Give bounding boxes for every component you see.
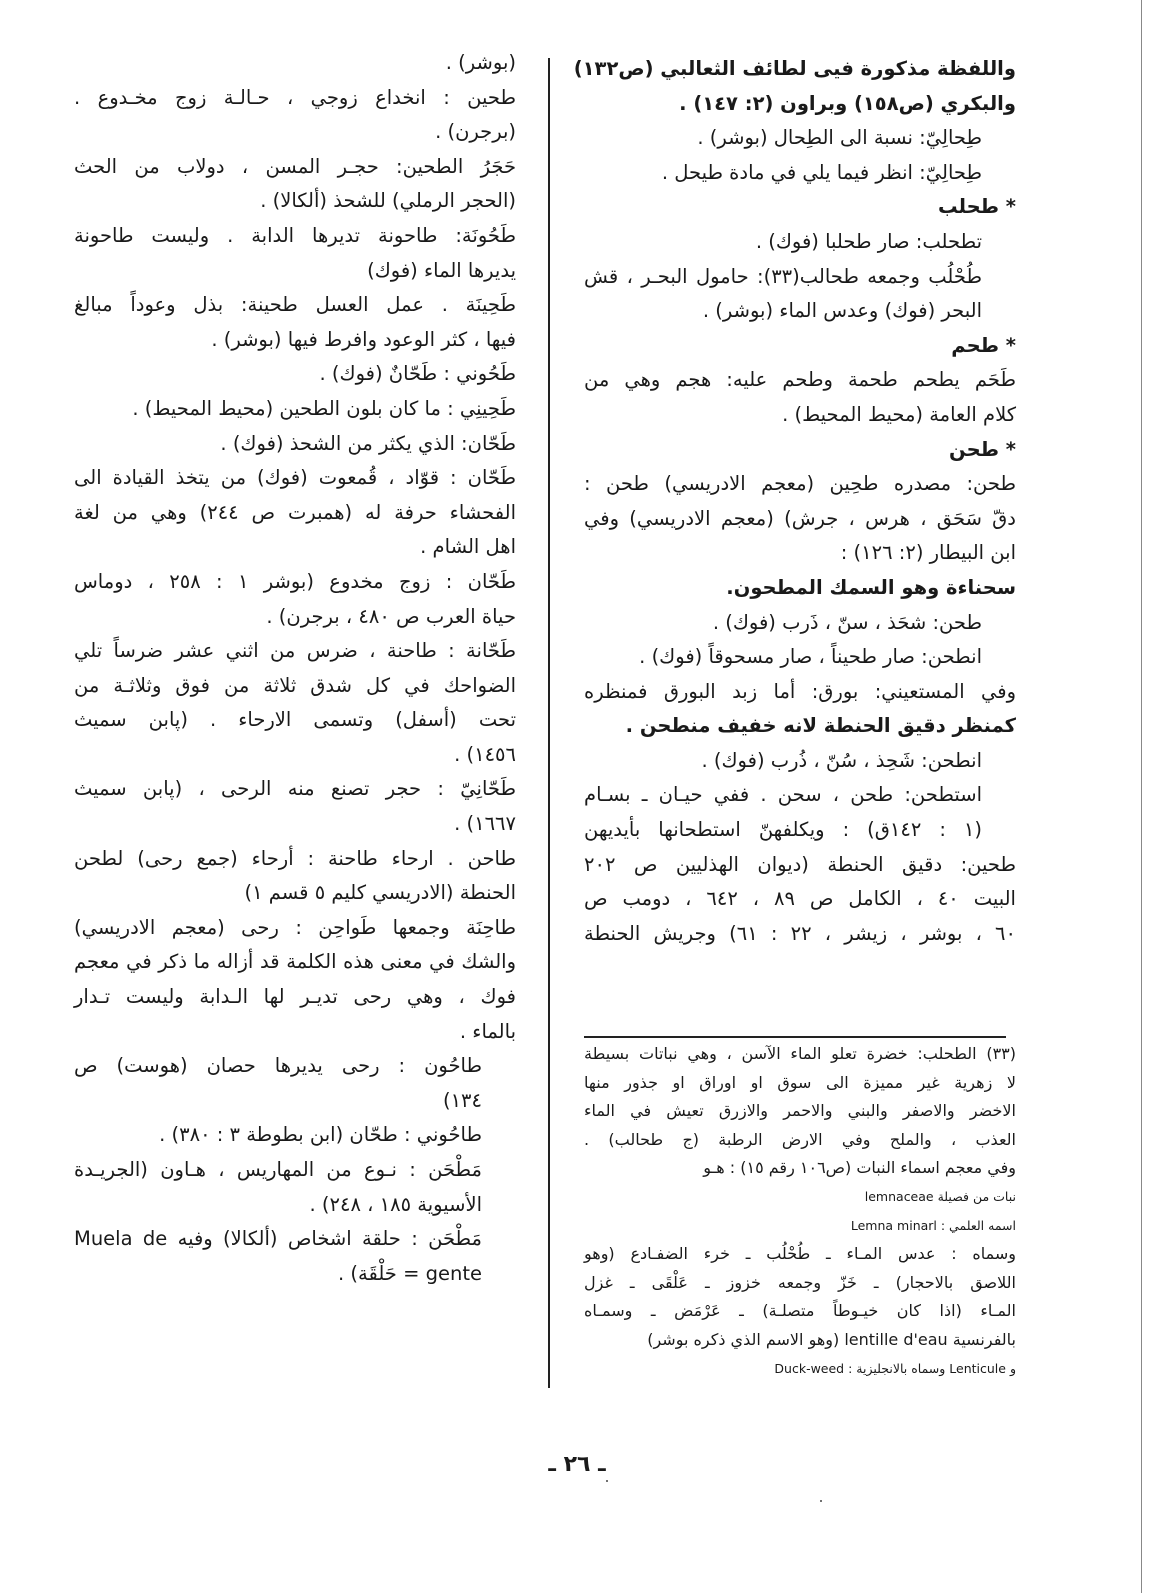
text-line: (الحجر الرملي) للشحذ (ألكالا) . [260, 189, 516, 213]
scan-speck [820, 1500, 822, 1502]
scan-edge [1141, 0, 1142, 1593]
left-column [74, 46, 516, 1291]
text-line: البيت ٤٠ ، الكامل ص ٨٩ ، ٦٤٢ ، دومب ص [584, 887, 1016, 911]
text-line: طاحن . ارحاء طاحنة : أرحاء (جمع رحى) لطحن [74, 846, 516, 870]
text-line: طَحِينَة . عمل العسل طحينة: بذل وعوداً مبالغ [74, 293, 516, 317]
text-line: البحر (فوك) وعدس الماء (بوشر) . [702, 299, 982, 323]
footnote-line: وفي معجم اسماء النبات (ص١٠٦ رقم ١٥) : هـو [703, 1158, 1016, 1178]
text-line: * طحن [949, 437, 1016, 461]
text-line: ٦٠ ، بوشر ، زيشر ، ٢٢ : ٦١) وجريش الحنطة [584, 921, 1016, 945]
footnotes [584, 1040, 1016, 1383]
text-line: طاحُوني : طحّان (ابن بطوطة ٣ : ٣٨٠) . [159, 1123, 482, 1147]
text-line: طَحِينِي : ما كان بلون الطحين (محيط المحيط) . [132, 396, 516, 420]
text-line: استطحن: طحن ، سحن . ففي حيـان ـ بسـام [584, 783, 982, 807]
text-line: اهل الشام . [420, 535, 516, 559]
text-line: طَحَم يطحم طحمة وطحم عليه: هجم وهي من [584, 368, 1016, 392]
text-line: حياة العرب ص ٤٨٠ ، برجرن) . [266, 604, 516, 628]
text-line: (بوشر) . [445, 51, 516, 74]
footnote-line: (٣٣) الطحلب: خضرة تعلو الماء الآسن ، وهي نباتات بسيطة [584, 1044, 1016, 1063]
text-line: بالماء . [459, 1019, 516, 1043]
text-line: طَحّان : زوج مخدوع (بوشر ١ : ٢٥٨ ، دوماس [74, 569, 516, 593]
text-line: طِحالِيّ: انظر فيما يلي في مادة طيحل . [661, 160, 982, 184]
text-line: فيها ، كثر الوعود وافرط فيها (بوشر) . [211, 327, 516, 351]
text-line: فوك ، وهي رحى تديـر لها الـدابة وليست تـدار [74, 985, 516, 1009]
text-line: * طحم [951, 333, 1016, 357]
text-line: طَحّانة : طاحنة ، ضرس من اثني عشر ضرساً تلي [74, 639, 516, 663]
footnote-line: اسمه العلمي : Lemna minarl [850, 1217, 1016, 1233]
column-divider [548, 58, 550, 1388]
text-line: حَجَرُ الطحين: حجـر المسن ، دولاب من الحث [74, 154, 516, 178]
text-line: طاحِنَة وجمعها طَواحِن : رحى (معجم الادريسي) [74, 915, 516, 939]
footnote-line: العذب ، والملح وفي الارض الرطبة (ج طحالب) . [584, 1129, 1016, 1149]
text-line: طاحُون : رحى يديرها حصان (هوست) ص [74, 1054, 482, 1078]
text-line: طحن: مصدره طحِين (معجم الادريسي) طحن : [584, 472, 1016, 496]
text-line: تطحلب: صار طحلبا (فوك) . [755, 229, 982, 253]
text-line: الضواحك في كل شدق ثلاثة من فوق وثلاثـة من [74, 673, 516, 697]
text-line: طَحّان: الذي يكثر من الشحذ (فوك) . [220, 431, 516, 455]
text-line: طِحالِيّ: نسبة الى الطِحال (بوشر) . [697, 126, 982, 150]
footnote-line: وسماه : عدس المـاء ـ طُحْلُب ـ خرء الضفـادع (وهو [584, 1244, 1016, 1264]
text-line: الأسيوية ١٨٥ ، ٢٤٨) . [309, 1192, 482, 1216]
text-line: طُحْلُب وجمعه طحالب(٣٣): حامول البحـر ، قش [584, 264, 982, 288]
text-line: سحناءة وهو السمك المطحون. [726, 575, 1016, 599]
text-line: طحين : انخداع زوجي ، حـالـة زوج مخـدوع . [74, 85, 516, 109]
footnote-line: لا زهرية غير مميزة الى سوق او اوراق او جذور منها [584, 1072, 1016, 1092]
text-line: طَحُونَة: طاحونة تديرها الدابة . وليست طاحونة [74, 223, 516, 247]
text-line: طَحّانِيّ : حجر تصنع منه الرحى ، (پابن سميث [74, 777, 516, 801]
text-line: وفي المستعيني: بورق: أما زبد البورق فمنظره [584, 679, 1016, 703]
text-line: يديرها الماء (فوك) [367, 258, 516, 282]
footnote-line: بالفرنسية lentille d'eau (وهو الاسم الذي ذكره بوشر) [647, 1329, 1016, 1349]
text-line: مَطْحَن : حلقة اشخاص (ألكالا) وفيه Muela de [74, 1227, 482, 1251]
text-line: واللفظة مذكورة فيى لطائف الثعالبي (ص١٣٢) [573, 57, 1016, 80]
text-line: (برجرن) . [435, 120, 516, 144]
text-line: والبكري (ص١٥٨) وبراون (٢: ١٤٧) . [679, 91, 1016, 115]
footnote-separator [584, 1036, 1006, 1038]
text-line: ١٤٥٦) . [454, 742, 516, 766]
text-line: انطحن: صار طحيناً ، صار مسحوقاً (فوك) . [639, 645, 982, 669]
scan-speck [606, 1480, 608, 1482]
page-number: ـ ٢٦ ـ [548, 1452, 606, 1477]
footnote-line: المـاء (اذا كان خيـوطاً متصلـة) ـ عَرْمَض ـ وسمـاه [584, 1301, 1016, 1321]
text-line: ١٣٤) [442, 1088, 482, 1112]
footnote-line: و Lenticule وسماه بالانجليزية : Duck-weed [774, 1360, 1016, 1376]
text-line: gente = حَلْقَة) . [338, 1261, 482, 1285]
text-line: (١ : ١٤٢ق) : ويكلفهنّ استطحانها بأيديهن [584, 818, 982, 842]
text-line: مَطْحَن : نـوع من المهاريس ، هـاون (الجريـدة [74, 1158, 482, 1181]
text-line: كمنظر دقيق الحنطة لانه خفيف منطحن . [625, 714, 1016, 738]
text-line: طحين: دقيق الحنطة (ديوان الهذليين ص ٢٠٢ [584, 852, 1016, 876]
text-line: انطحن: شَحِذ ، سُنّ ، ذُرب (فوك) . [701, 748, 982, 772]
text-line: والشك في معنى هذه الكلمة قد أزاله ما ذكر في معجم [74, 950, 516, 974]
text-line: ١٦٦٧) . [454, 812, 516, 836]
text-line: * طحلب [937, 195, 1016, 219]
footnote-line: نبات من فصيلة lemnaceae [864, 1188, 1016, 1204]
footnote-line: الاخضر والاصفر والبني والاحمر والازرق تعيش في الماء [584, 1101, 1016, 1121]
text-line: تحت (أسفل) وتسمى الارحاء . (پابن سميث [74, 708, 516, 732]
text-line: ابن البيطار (٢: ١٢٦) : [840, 541, 1016, 565]
text-line: كلام العامة (محيط المحيط) . [782, 402, 1016, 426]
text-line: طَحّان : قوّاد ، قُمعوت (فوك) من يتخذ القيادة الى [74, 466, 516, 490]
right-column [573, 52, 1016, 951]
text-line: الحنطة (الادريسي كليم ٥ قسم ١) [244, 881, 516, 905]
footnote-line: اللاصق بالاحجار) ـ خَزّ وجمعه خزوز ـ عَلْقَى ـ غزل [584, 1272, 1016, 1292]
text-line: طحن: شحَذ ، سنّ ، ذَرب (فوك) . [712, 610, 982, 634]
text-line: الفحشاء حرفة له (همبرت ص ٢٤٤) وهي من لغة [74, 500, 516, 524]
text-line: طَحُوني : طَحّانٌ (فوك) . [319, 362, 516, 386]
text-line: دقّ سَحَق ، هرس ، جرش) (معجم الادريسي) وفي [584, 506, 1016, 530]
